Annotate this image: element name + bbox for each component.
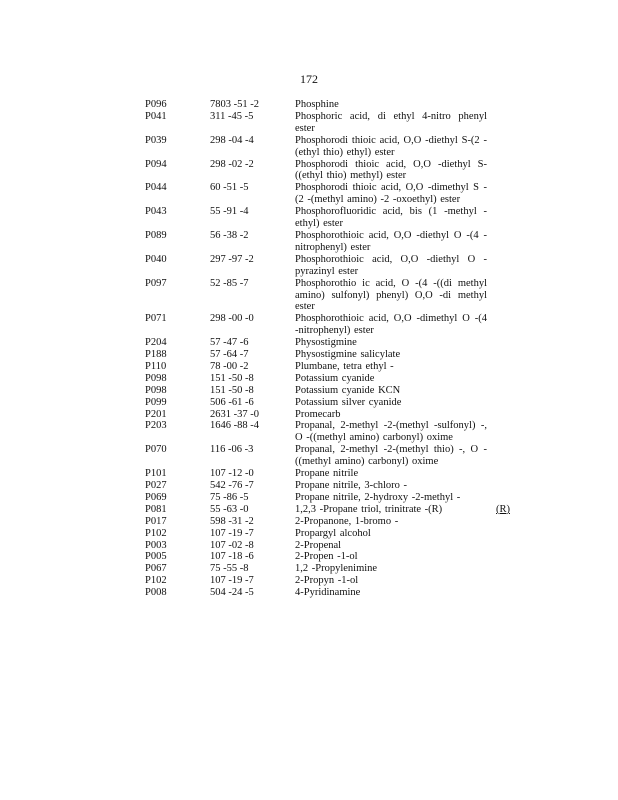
table-row	[0, 373, 618, 385]
substance-name: 2-Propanone, 1-bromo -	[295, 515, 399, 527]
substance-name: Phosphine	[295, 99, 339, 110]
waste-code: P039	[145, 134, 167, 146]
table-row	[0, 528, 618, 540]
table-row	[0, 159, 618, 183]
table-row	[0, 420, 618, 444]
waste-code: P008	[145, 587, 167, 599]
waste-code: P044	[145, 182, 167, 194]
waste-code: P069	[145, 491, 167, 503]
table-row	[0, 468, 618, 480]
table-row	[0, 230, 618, 254]
table-row	[0, 182, 618, 206]
table-row	[0, 135, 618, 159]
cas-number: 151 -50 -8	[210, 372, 254, 384]
table-row	[0, 551, 618, 563]
table-row	[0, 278, 618, 314]
substance-name: Propargyl alcohol	[295, 527, 371, 539]
table-row	[0, 313, 618, 337]
substance-name: Phosphorothio ic acid, O -(4 -((di methyl amino) sulfonyl) phenyl) O,O -di methyl ester	[295, 277, 487, 313]
waste-code: P027	[145, 480, 167, 491]
waste-code: P188	[145, 349, 167, 361]
substance-name: Phosphorothioic acid, O,O -dimethyl O -(4 -nitrophenyl) ester	[295, 313, 487, 337]
substance-name: Phosphorodi thioic acid, O,O -diethyl S-(2 -(ethyl thio) ethyl) ester	[295, 134, 487, 158]
cas-number: 1646 -88 -4	[210, 420, 259, 432]
waste-code: P110	[145, 360, 167, 372]
waste-code: P070	[145, 444, 167, 456]
chemical-table	[0, 99, 618, 599]
table-row	[0, 361, 618, 373]
waste-code: P043	[145, 206, 167, 218]
cas-number: 107 -18 -6	[210, 551, 254, 563]
substance-name: Propane nitrile	[295, 468, 359, 480]
substance-name: Promecarb	[295, 408, 341, 420]
substance-name: Phosphorothioic acid, O,O -diethyl O -pyrazinyl ester	[295, 253, 487, 277]
table-row	[0, 587, 618, 599]
substance-name: Phosphorodi thioic acid, O,O -dimethyl S -(2 -(methyl amino) -2 -oxoethyl) ester	[295, 182, 487, 206]
waste-code: P203	[145, 420, 167, 432]
substance-name: 2-Propenal	[295, 539, 342, 551]
table-row	[0, 492, 618, 504]
table-row	[0, 111, 618, 135]
substance-name: Phosphorothioic acid, O,O -diethyl O -(4 -nitrophenyl) ester	[295, 229, 487, 253]
substance-name: 2-Propen -1-ol	[295, 551, 358, 563]
table-row	[0, 254, 618, 278]
cas-number: 311 -45 -5	[210, 110, 254, 122]
substance-name: Phosphoric acid, di ethyl 4-nitro phenyl ester	[295, 110, 487, 134]
substance-name: Propane nitrile, 2-hydroxy -2-methyl -	[295, 491, 461, 503]
cas-number: 598 -31 -2	[210, 515, 254, 527]
substance-name: Propanal, 2-methyl -2-(methyl -sulfonyl) -, O -((methyl amino) carbonyl) oxime	[295, 420, 487, 444]
waste-code: P201	[145, 408, 167, 420]
waste-code: P071	[145, 313, 167, 325]
table-row	[0, 540, 618, 552]
substance-name: Phosphorodi thioic acid, O,O -diethyl S-((ethyl thio) methyl) ester	[295, 158, 487, 182]
table-row	[0, 444, 618, 468]
cas-number: 504 -24 -5	[210, 587, 254, 599]
cas-number: 60 -51 -5	[210, 182, 249, 194]
cas-number: 107 -02 -8	[210, 539, 254, 551]
substance-name: Plumbane, tetra ethyl -	[295, 360, 394, 372]
cas-number: 298 -04 -4	[210, 134, 254, 146]
substance-name: Phosphorofluoridic acid, bis (1 -methyl -ethyl) ester	[295, 206, 487, 230]
waste-code: P005	[145, 551, 167, 563]
waste-code: P089	[145, 229, 167, 241]
table-row	[0, 385, 618, 397]
substance-name: 2-Propyn -1-ol	[295, 575, 359, 587]
table-row	[0, 575, 618, 587]
cas-number: 542 -76 -7	[210, 480, 254, 491]
waste-code: P098	[145, 372, 167, 384]
cas-number: 57 -64 -7	[210, 349, 249, 361]
table-row	[0, 409, 618, 421]
waste-code: P102	[145, 527, 167, 539]
waste-code: P097	[145, 277, 167, 289]
substance-name: 1,2,3 -Propane triol, trinitrate -(R)	[295, 503, 443, 515]
substance-name: Propane nitrile, 3-chloro -	[295, 480, 408, 491]
waste-code: P098	[145, 384, 167, 396]
cas-number: 75 -86 -5	[210, 491, 249, 503]
cas-number: 56 -38 -2	[210, 229, 249, 241]
substance-name: Potassium cyanide	[295, 372, 375, 384]
cas-number: 107 -19 -7	[210, 575, 254, 587]
cas-number: 7803 -51 -2	[210, 99, 259, 110]
table-row	[0, 206, 618, 230]
table-row	[0, 99, 618, 111]
substance-name: Physostigmine	[295, 337, 357, 349]
cas-number: 107 -12 -0	[210, 468, 254, 480]
table-row	[0, 397, 618, 409]
waste-code: P067	[145, 563, 167, 575]
cas-number: 75 -55 -8	[210, 563, 249, 575]
substance-name: Potassium silver cyanide	[295, 396, 402, 408]
page-number: 172	[300, 72, 318, 86]
waste-code: P003	[145, 539, 167, 551]
waste-code: P101	[145, 468, 167, 480]
substance-name: 4-Pyridinamine	[295, 587, 361, 599]
cas-number: 52 -85 -7	[210, 277, 249, 289]
table-row	[0, 504, 618, 516]
cas-number: 298 -02 -2	[210, 158, 254, 170]
cas-number: 116 -06 -3	[210, 444, 254, 456]
cas-number: 55 -63 -0	[210, 503, 249, 515]
waste-code: P017	[145, 515, 167, 527]
cas-number: 57 -47 -6	[210, 337, 249, 349]
table-row	[0, 337, 618, 349]
substance-name: Physostigmine salicylate	[295, 349, 401, 361]
waste-code: P204	[145, 337, 167, 349]
cas-number: 298 -00 -0	[210, 313, 254, 325]
cas-number: 151 -50 -8	[210, 384, 254, 396]
waste-code: P040	[145, 253, 167, 265]
waste-code: P099	[145, 396, 167, 408]
waste-code: P094	[145, 158, 167, 170]
waste-code: P096	[145, 99, 167, 110]
revision-note: (R)	[496, 503, 510, 515]
substance-name: Potassium cyanide KCN	[295, 384, 401, 396]
cas-number: 297 -97 -2	[210, 253, 254, 265]
cas-number: 78 -00 -2	[210, 360, 249, 372]
cas-number: 107 -19 -7	[210, 527, 254, 539]
waste-code: P102	[145, 575, 167, 587]
table-row	[0, 563, 618, 575]
table-row	[0, 349, 618, 361]
table-row	[0, 516, 618, 528]
substance-name: Propanal, 2-methyl -2-(methyl thio) -, O -((methyl amino) carbonyl) oxime	[295, 444, 487, 468]
waste-code: P041	[145, 110, 167, 122]
cas-number: 2631 -37 -0	[210, 408, 259, 420]
table-row	[0, 480, 618, 492]
cas-number: 506 -61 -6	[210, 396, 254, 408]
waste-code: P081	[145, 503, 167, 515]
cas-number: 55 -91 -4	[210, 206, 249, 218]
substance-name: 1,2 -Propylenimine	[295, 563, 378, 575]
